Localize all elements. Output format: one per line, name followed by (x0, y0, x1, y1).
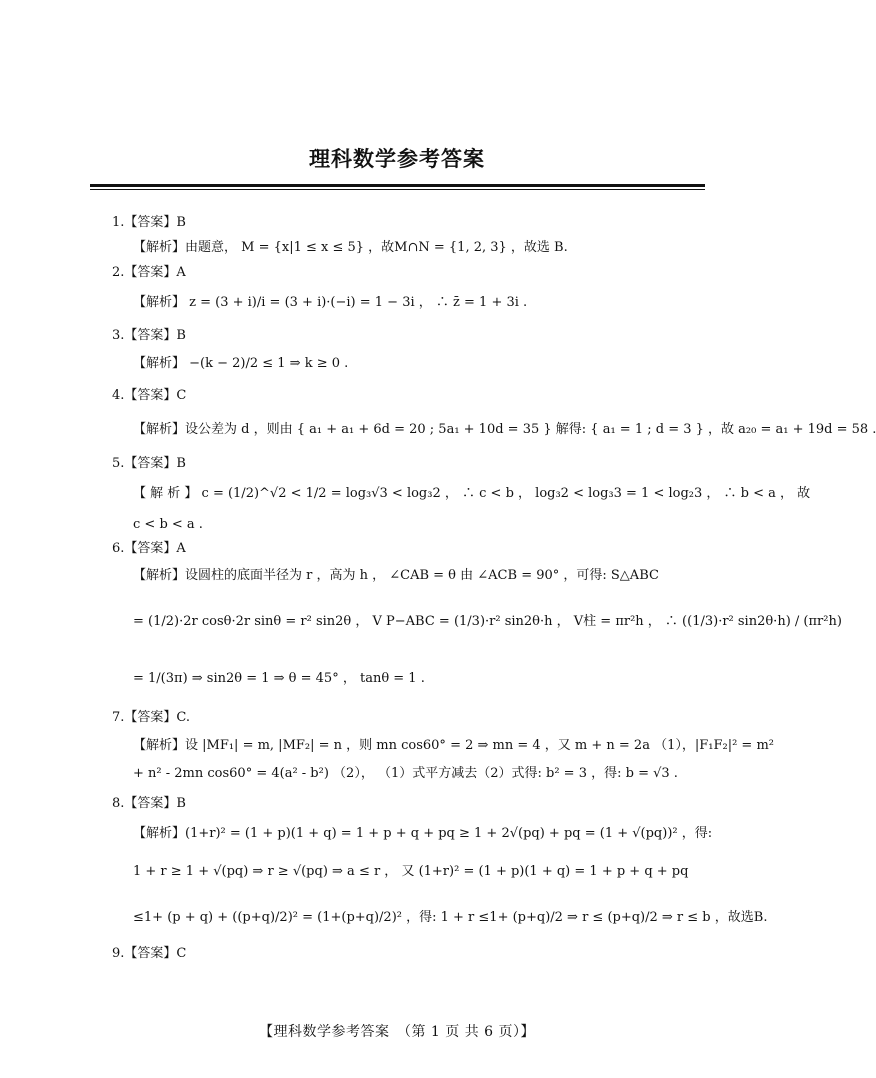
explanation-line: ≤1+ (p + q) + ((p+q)/2)² = (1+(p+q)/2)² ，得: 1 + r ≤1+ (p+q)/2 ⇒ r ≤ (p+q)/2 ⇒ r ≤ b ，故选B. (133, 910, 768, 925)
explanation-line: = (1/2)·2r cosθ·2r sinθ = r² sin2θ ， V P−ABC = (1/3)·r² sin2θ·h ， V柱 = πr²h ， ∴ ((1/3)·r² sin2θ·h) / (πr²h) (133, 614, 842, 629)
explanation-line: c < b < a . (133, 517, 203, 532)
answer-heading: 8.【答案】B (112, 796, 186, 811)
title-rule-thin (90, 189, 705, 190)
answer-heading: 5.【答案】B (112, 456, 186, 471)
explanation-line: 1 + r ≥ 1 + √(pq) ⇒ r ≥ √(pq) ⇒ a ≤ r ， 又 (1+r)² = (1 + p)(1 + q) = 1 + p + q + pq (133, 864, 689, 879)
answer-heading: 1.【答案】B (112, 215, 186, 230)
explanation-line: + n² - 2mn cos60° = 4(a² - b²) （2）， （1）式平方减去（2）式得: b² = 3 ，得: b = √3 . (133, 766, 678, 781)
answer-heading: 4.【答案】C (112, 388, 187, 403)
explanation-line: 【 解 析 】 c = (1/2)^√2 < 1/2 = log₃√3 < log₃2 ， ∴ c < b ， log₃2 < log₃3 = 1 < log₂3 ， ∴ b < a ， 故 (133, 486, 811, 501)
explanation-line: 【解析】 −(k − 2)/2 ≤ 1 ⇒ k ≥ 0 . (133, 356, 349, 371)
answer-heading: 2.【答案】A (112, 265, 186, 280)
answer-heading: 3.【答案】B (112, 328, 186, 343)
explanation-line: 【解析】由题意， M = {x|1 ≤ x ≤ 5} ，故M∩N = {1, 2, 3} ，故选 B. (133, 240, 568, 255)
explanation-line: 【解析】设圆柱的底面半径为 r ，高为 h ， ∠CAB = θ 由 ∠ACB = 90° ，可得: S△ABC (133, 568, 659, 583)
explanation-line: 【解析】设 |MF₁| = m, |MF₂| = n ，则 mn cos60° = 2 ⇒ mn = 4 ，又 m + n = 2a （1），|F₁F₂|² = m² (133, 738, 774, 753)
page-footer: 【理科数学参考答案 （第 1 页 共 6 页）】 (258, 1024, 536, 1040)
page-title: 理科数学参考答案 (309, 147, 485, 171)
answer-heading: 7.【答案】C. (112, 710, 191, 725)
answer-heading: 6.【答案】A (112, 541, 186, 556)
explanation-line: = 1/(3π) ⇒ sin2θ = 1 ⇒ θ = 45° ， tanθ = 1 . (133, 671, 425, 686)
explanation-line: 【解析】(1+r)² = (1 + p)(1 + q) = 1 + p + q + pq ≥ 1 + 2√(pq) + pq = (1 + √(pq))² ，得: (133, 826, 713, 841)
explanation-line: 【解析】设公差为 d ，则由 { a₁ + a₁ + 6d = 20 ; 5a₁ + 10d = 35 } 解得: { a₁ = 1 ; d = 3 } ，故 a₂₀ = a₁ + 19d = 58 . (133, 422, 876, 437)
answer-heading: 9.【答案】C (112, 946, 187, 961)
explanation-line: 【解析】 z = (3 + i)/i = (3 + i)·(−i) = 1 − 3i ， ∴ z̄ = 1 + 3i . (133, 295, 528, 310)
title-rule-thick (90, 184, 705, 187)
